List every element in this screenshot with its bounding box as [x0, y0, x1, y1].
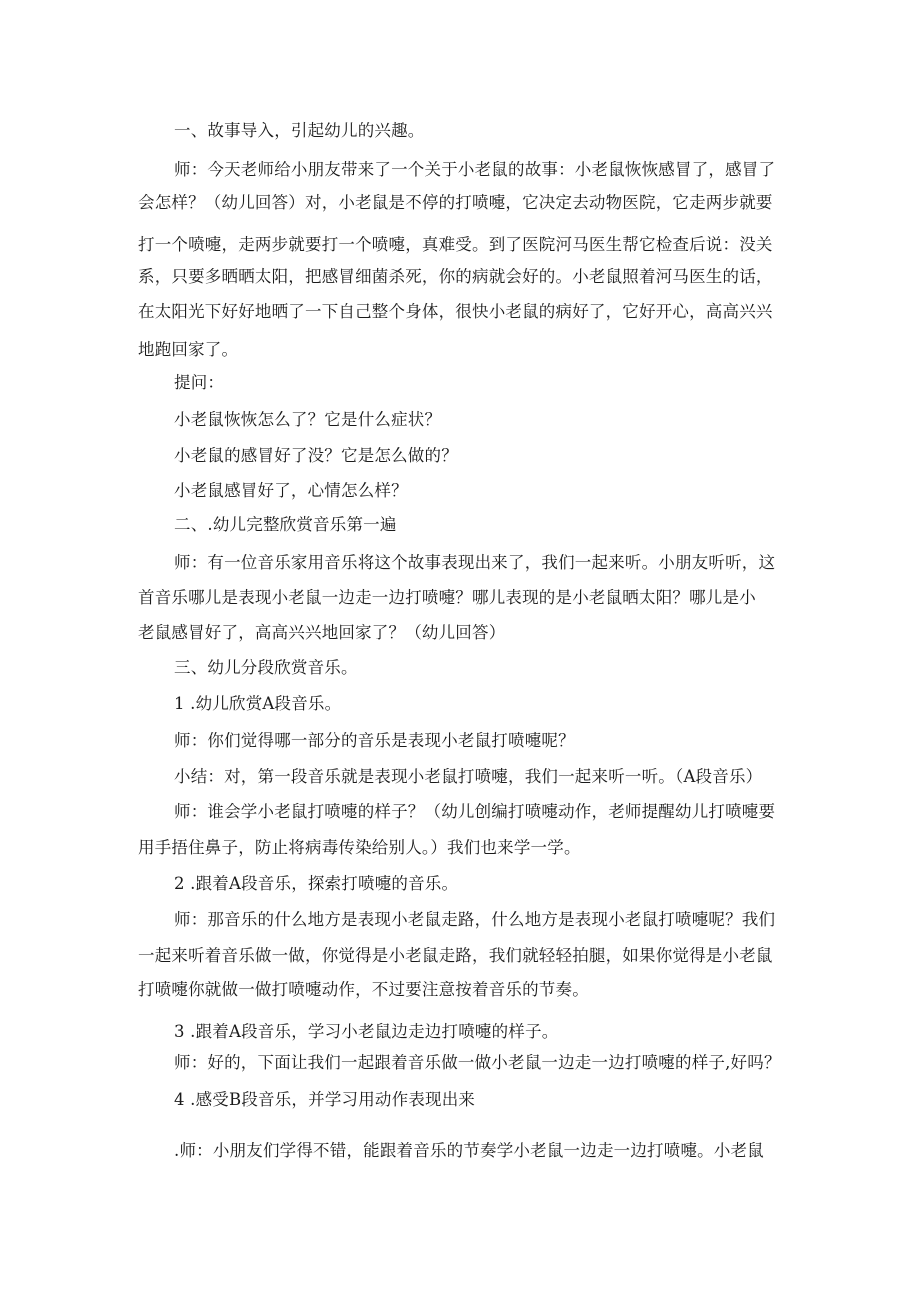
paragraph-line: 一起来听着音乐做一做，你觉得是小老鼠走路，我们就轻轻拍腿，如果你觉得是小老鼠: [138, 946, 773, 965]
question-heading: 提问：: [174, 373, 225, 392]
paragraph-line: 老鼠感冒好了，高高兴兴地回家了？（幼儿回答）: [138, 623, 506, 642]
question-item: 小老鼠的感冒好了没？它是怎么做的？: [174, 446, 458, 465]
question-item: 小老鼠感冒好了，心情怎么样？: [174, 481, 408, 500]
paragraph-line: 地跑回家了。: [138, 340, 239, 359]
paragraph-line: 打喷嚏你就做一做打喷嚏动作，不过要注意按着音乐的节奏。: [138, 980, 589, 999]
step-heading-2: 2 .跟着A段音乐，探索打喷嚏的音乐。: [174, 874, 459, 893]
paragraph-line: 在太阳光下好好地晒了一下自己整个身体，很快小老鼠的病好了，它好开心，高高兴兴: [138, 302, 773, 321]
paragraph-line: .师：小朋友们学得不错，能跟着音乐的节奏学小老鼠一边走一边打喷嚏。小老鼠: [174, 1141, 764, 1160]
paragraph-line: 师：有一位音乐家用音乐将这个故事表现出来了，我们一起来听。小朋友听听，这: [174, 553, 776, 572]
paragraph-line: 打一个喷嚏，走两步就要打一个喷嚏，真难受。到了医院河马医生帮它检查后说：没关: [138, 235, 773, 254]
section-heading-1: 一、故事导入，引起幼儿的兴趣。: [174, 121, 425, 140]
paragraph-line: 系，只要多晒晒太阳，把感冒细菌杀死，你的病就会好的。小老鼠照着河马医生的话，: [138, 267, 773, 286]
step-heading-1: 1 .幼儿欣赏A段音乐。: [174, 694, 342, 713]
paragraph-line: 师：你们觉得哪一部分的音乐是表现小老鼠打喷嚏呢？: [174, 731, 575, 750]
paragraph-line: 用手捂住鼻子，防止将病毒传染给别人。）我们也来学一学。: [138, 838, 581, 857]
paragraph-line: 会怎样？（幼儿回答）对，小老鼠是不停的打喷嚏，它决定去动物医院，它走两步就要: [138, 193, 773, 212]
question-item: 小老鼠恢恢怎么了？它是什么症状？: [174, 410, 442, 429]
paragraph-line: 师：那音乐的什么地方是表现小老鼠走路，什么地方是表现小老鼠打喷嚏呢？我们: [174, 910, 776, 929]
section-heading-2: 二、.幼儿完整欣赏音乐第一遍: [174, 515, 397, 534]
paragraph-line: 师：谁会学小老鼠打喷嚏的样子？（幼儿创编打喷嚏动作，老师提醒幼儿打喷嚏要: [174, 802, 776, 821]
paragraph-line: 首音乐哪儿是表现小老鼠一边走一边打喷嚏？哪儿表现的是小老鼠晒太阳？哪儿是小: [138, 588, 756, 607]
paragraph-line: 师：好的，下面让我们一起跟着音乐做一做小老鼠一边走一边打喷嚏的样子,好吗？: [174, 1053, 781, 1072]
step-heading-3: 3 .跟着A段音乐，学习小老鼠边走边打喷嚏的样子。: [174, 1022, 559, 1041]
paragraph-line: 小结：对，第一段音乐就是表现小老鼠打喷嚏，我们一起来听一听。（A段音乐）: [174, 767, 763, 786]
paragraph-line: 师：今天老师给小朋友带来了一个关于小老鼠的故事：小老鼠恢恢感冒了，感冒了: [174, 160, 776, 179]
step-heading-4: 4 .感受B段音乐，并学习用动作表现出来: [174, 1090, 476, 1109]
section-heading-3: 三、幼儿分段欣赏音乐。: [174, 658, 358, 677]
